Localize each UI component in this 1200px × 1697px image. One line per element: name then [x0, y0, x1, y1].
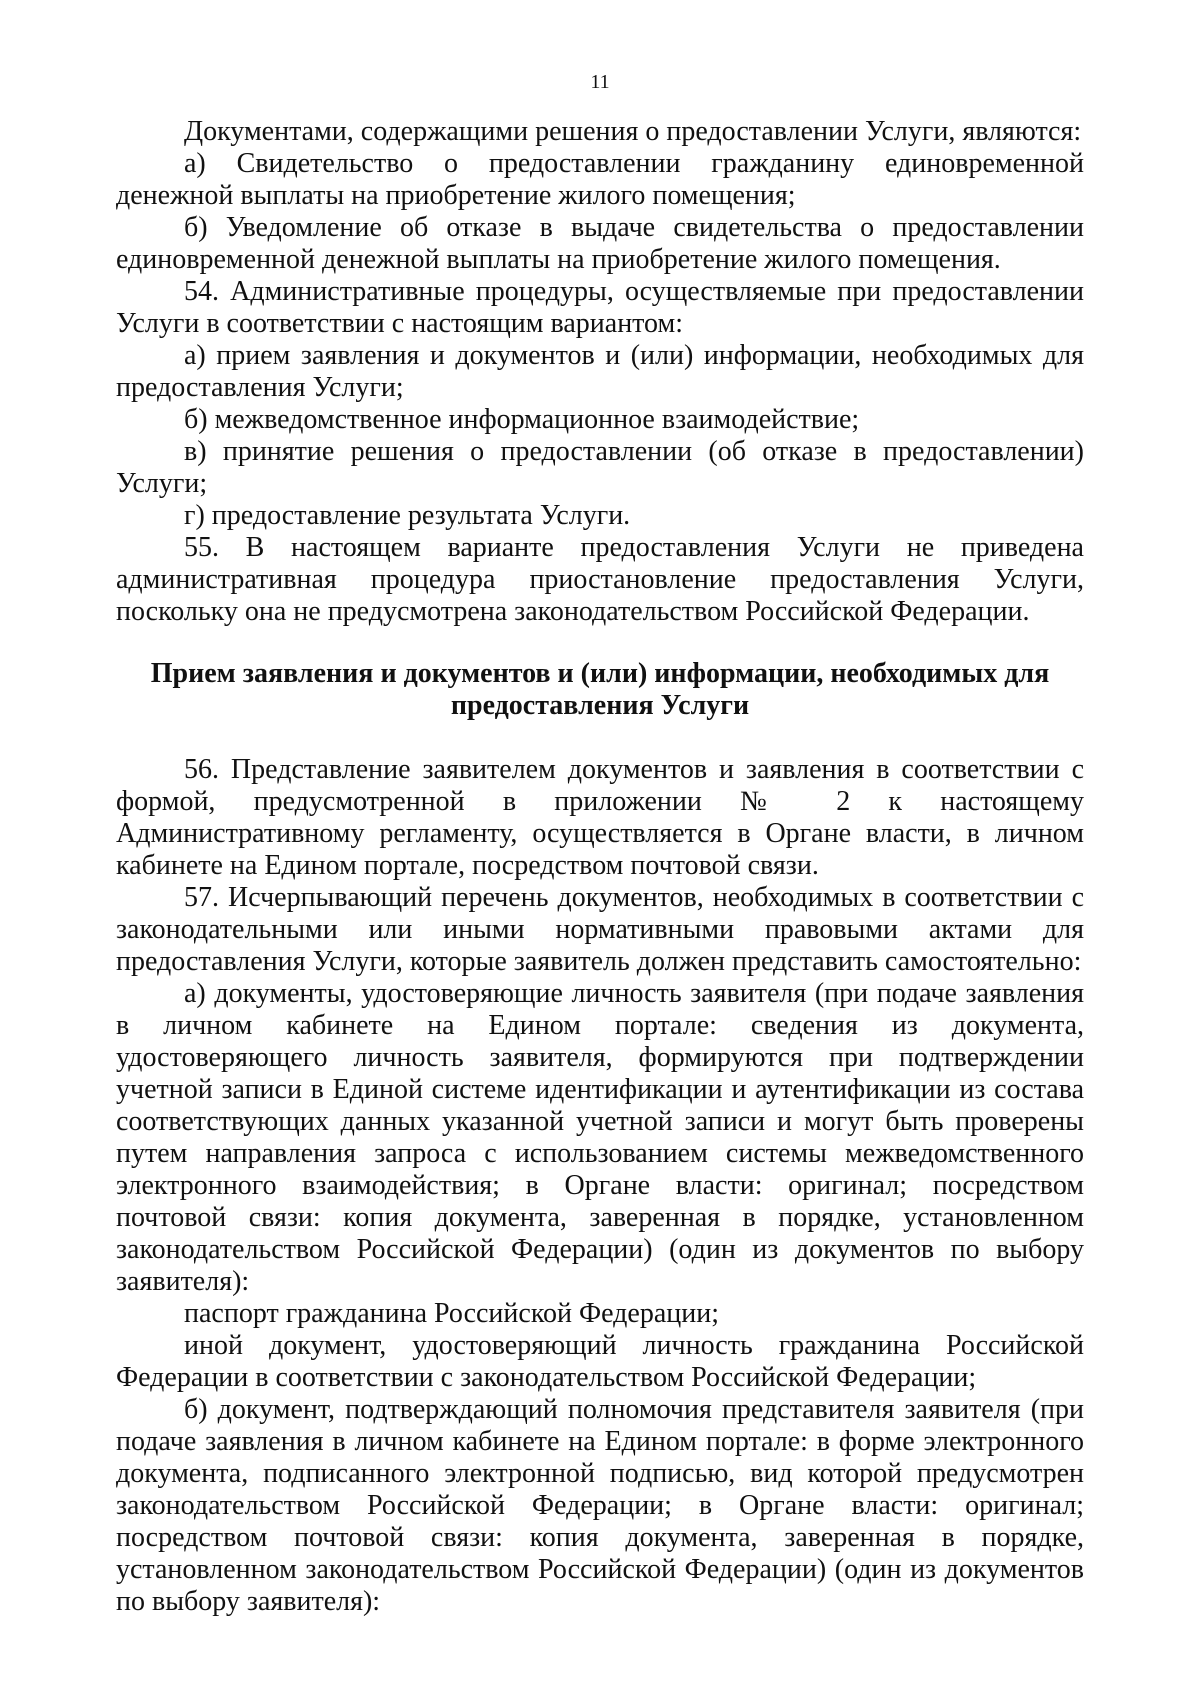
document-body — [116, 116, 1084, 1618]
paragraph: б) документ, подтверждающий полномочия представителя заявителя (при подаче заявления в личном кабинете на Едином портале: в форме электронного документа, подписанного электронной подписью, вид которой предусмотрен законодательством Российской Федерации; в Органе власти: оригинал; посредством почтовой связи: копия документа, заверенная в порядке, установленном законодательством Российской Федерации) (один из документов по выбору заявителя): — [116, 1394, 1084, 1617]
paragraph: 56. Представление заявителем документов и заявления в соответствии с формой, предусмотренной в приложении № 2 к настоящему Административному регламенту, осуществляется в Органе власти, в личном кабинете на Едином портале, посредством почтовой связи. — [116, 754, 1084, 881]
paragraph: в) принятие решения о предоставлении (об отказе в предоставлении) Услуги; — [116, 436, 1084, 499]
paragraph: паспорт гражданина Российской Федерации; — [184, 1298, 720, 1329]
paragraph: Документами, содержащими решения о предоставлении Услуги, являются: — [184, 116, 1082, 147]
paragraph: а) Свидетельство о предоставлении гражданину единовременной денежной выплаты на приобретение жилого помещения; — [116, 148, 1084, 211]
paragraph: иной документ, удостоверяющий личность гражданина Российской Федерации в соответствии с законодательством Российской Федерации; — [116, 1330, 1084, 1393]
page-number: 11 — [590, 71, 610, 93]
paragraph: 55. В настоящем варианте предоставления Услуги не приведена административная процедура приостановление предоставления Услуги, поскольку она не предусмотрена законодательством Российской Федерации. — [116, 532, 1084, 627]
paragraph: 57. Исчерпывающий перечень документов, необходимых в соответствии с законодательными или иными нормативными правовыми актами для предоставления Услуги, которые заявитель должен представить самостоятельно: — [116, 882, 1084, 977]
section-heading-line: Прием заявления и документов и (или) информации, необходимых для — [150, 658, 1050, 689]
paragraph: а) прием заявления и документов и (или) информации, необходимых для предоставления Услуги; — [116, 340, 1084, 403]
paragraph: 54. Административные процедуры, осуществляемые при предоставлении Услуги в соответствии с настоящим вариантом: — [116, 276, 1084, 339]
paragraph: г) предоставление результата Услуги. — [184, 500, 631, 531]
section-heading-line: предоставления Услуги — [450, 690, 750, 721]
section-heading — [116, 658, 1084, 722]
paragraph: а) документы, удостоверяющие личность заявителя (при подаче заявления в личном кабинете на Едином портале: сведения из документа, удостоверяющего личность заявителя, формируются при подтверждении учетной записи в Единой системе идентификации и аутентификации из состава соответствующих данных указанной учетной записи и могут быть проверены путем направления запроса с использованием системы межведомственного электронного взаимодействия; в Органе власти: оригинал; посредством почтовой связи: копия документа, заверенная в порядке, установленном законодательством Российской Федерации) (один из документов по выбору заявителя): — [116, 978, 1084, 1297]
paragraph: б) межведомственное информационное взаимодействие; — [184, 404, 860, 435]
paragraph: б) Уведомление об отказе в выдаче свидетельства о предоставлении единовременной денежной выплаты на приобретение жилого помещения. — [116, 212, 1084, 275]
